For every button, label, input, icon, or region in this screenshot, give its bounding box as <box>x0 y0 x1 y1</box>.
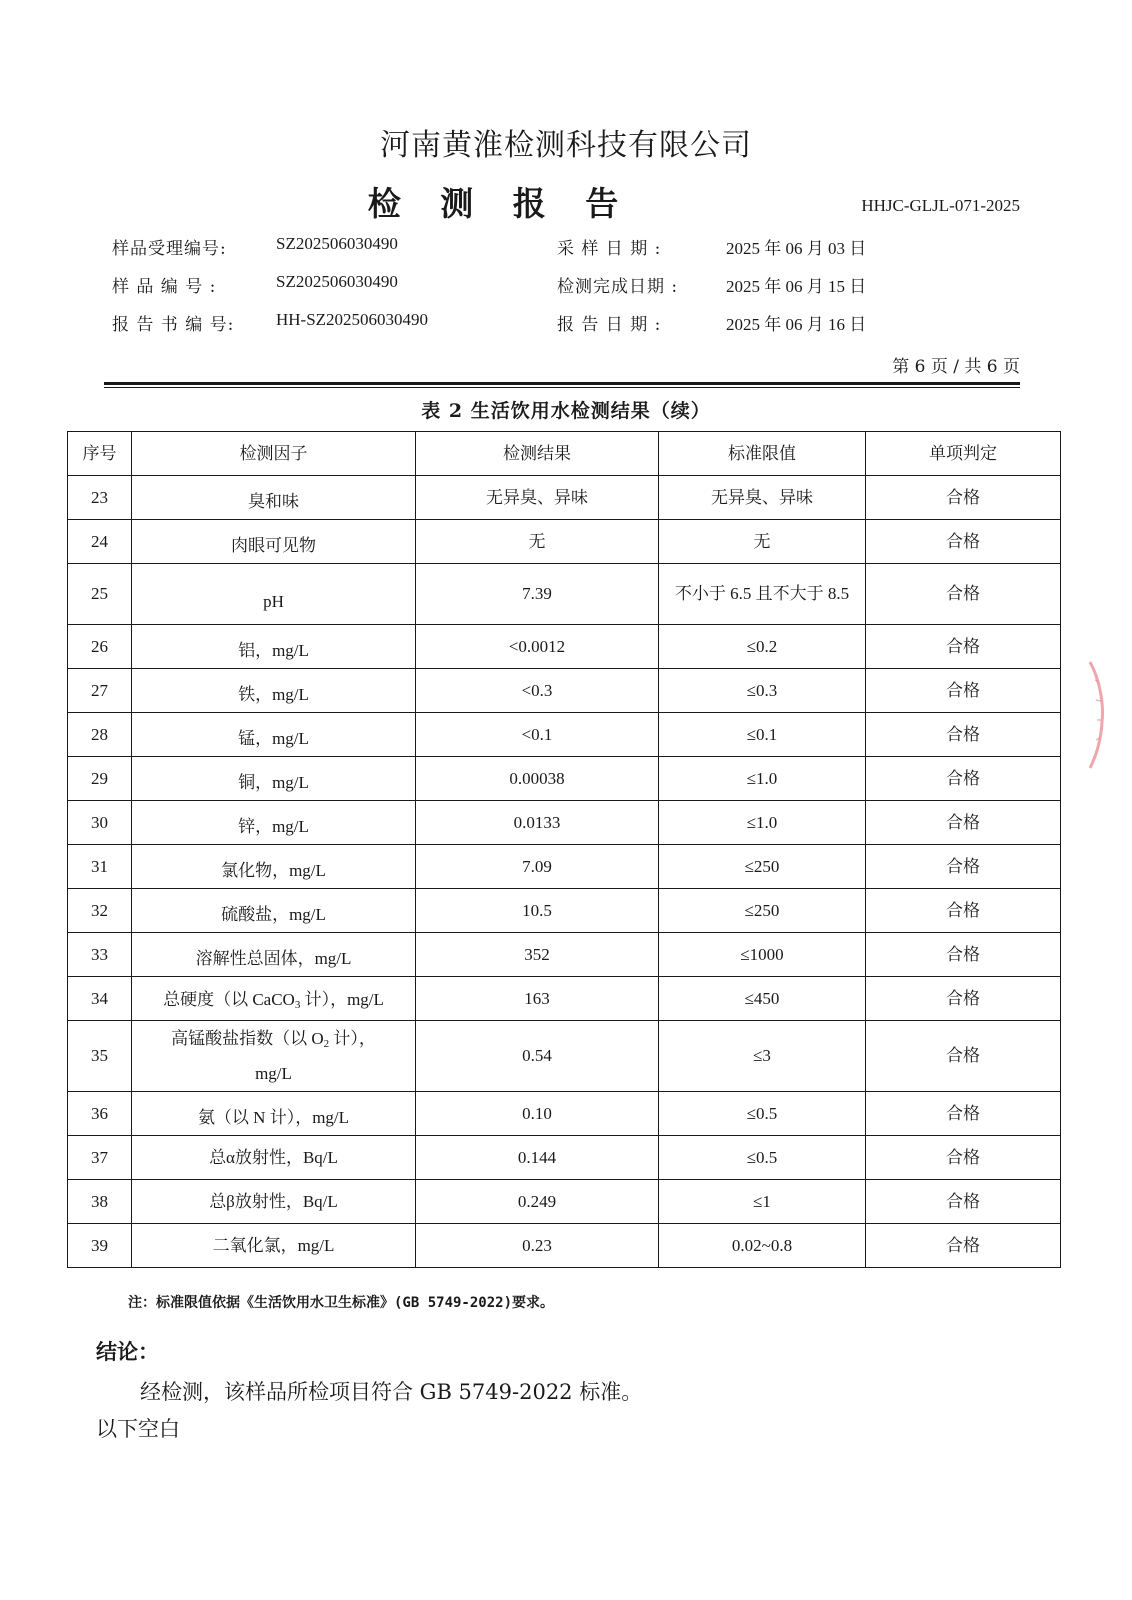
cell-judgment: 合格 <box>866 625 1061 669</box>
table-row <box>68 1136 1061 1180</box>
table-title: 表 2 生活饮用水检测结果（续） <box>421 400 711 422</box>
cell-limit: ≤3 <box>659 1021 866 1092</box>
conclusion-label: 结论： <box>96 1339 159 1364</box>
factor-text-post: 计），mg/L <box>255 1028 376 1083</box>
cell-result: 0.144 <box>416 1136 659 1180</box>
cell-no: 38 <box>68 1180 132 1224</box>
cell-limit: 无异臭、异味 <box>659 476 866 520</box>
cell-limit: ≤250 <box>659 889 866 933</box>
header-factor: 检测因子 <box>132 432 416 476</box>
cell-result: 7.39 <box>416 564 659 625</box>
cell-limit: ≤250 <box>659 845 866 889</box>
cell-factor <box>132 977 416 1021</box>
factor-text <box>154 1024 393 1089</box>
table-row <box>68 564 1061 625</box>
table-row <box>68 757 1061 801</box>
factor-text-post: 计），mg/L <box>300 990 384 1009</box>
cell-factor <box>132 801 416 845</box>
meta-label-acceptance-no: 样品受理编号: <box>112 239 227 259</box>
cell-result: <0.1 <box>416 713 659 757</box>
cell-factor <box>132 933 416 977</box>
factor-text: 锰，mg/L <box>238 728 309 748</box>
cell-factor <box>132 713 416 757</box>
cell-judgment: 合格 <box>866 1224 1061 1268</box>
cell-judgment: 合格 <box>866 757 1061 801</box>
cell-factor <box>132 757 416 801</box>
cell-factor <box>132 476 416 520</box>
cell-judgment: 合格 <box>866 520 1061 564</box>
cell-judgment: 合格 <box>866 669 1061 713</box>
cell-limit: 无 <box>659 520 866 564</box>
factor-text: 总β放射性，Bq/L <box>209 1191 338 1211</box>
meta-value-acceptance-no: SZ202506030490 <box>276 234 398 253</box>
table-row <box>68 713 1061 757</box>
cell-factor <box>132 1180 416 1224</box>
table-row <box>68 1180 1061 1224</box>
company-name: 河南黄淮检测科技有限公司 <box>380 128 752 163</box>
cell-judgment: 合格 <box>866 977 1061 1021</box>
cell-limit: ≤0.5 <box>659 1136 866 1180</box>
table-row <box>68 1021 1061 1092</box>
cell-result: 163 <box>416 977 659 1021</box>
cell-limit: ≤1.0 <box>659 757 866 801</box>
table-row <box>68 520 1061 564</box>
meta-label-sampling-date: 采 样 日 期 : <box>557 239 662 259</box>
cell-no: 32 <box>68 889 132 933</box>
cell-limit: ≤1000 <box>659 933 866 977</box>
cell-judgment: 合格 <box>866 564 1061 625</box>
cell-result: 0.00038 <box>416 757 659 801</box>
cell-judgment: 合格 <box>866 845 1061 889</box>
cell-judgment: 合格 <box>866 933 1061 977</box>
meta-label-completion-date: 检测完成日期 : <box>557 277 679 297</box>
cell-factor <box>132 1021 416 1092</box>
table-row <box>68 1092 1061 1136</box>
factor-text: 铝，mg/L <box>238 640 309 660</box>
cell-factor <box>132 669 416 713</box>
cell-result: 352 <box>416 933 659 977</box>
factor-text: 溶解性总固体，mg/L <box>195 948 352 968</box>
meta-value-report-date: 2025 年 06 月 16 日 <box>726 315 867 334</box>
cell-result: 无 <box>416 520 659 564</box>
cell-limit: ≤1.0 <box>659 801 866 845</box>
meta-label-sample-no: 样 品 编 号 : <box>112 277 217 297</box>
cell-result: 0.23 <box>416 1224 659 1268</box>
table-row <box>68 801 1061 845</box>
meta-value-sample-no: SZ202506030490 <box>276 272 398 291</box>
cell-no: 37 <box>68 1136 132 1180</box>
table-row <box>68 1224 1061 1268</box>
cell-result: 0.10 <box>416 1092 659 1136</box>
meta-label-report-date: 报 告 日 期 : <box>557 315 662 335</box>
factor-text-pre: 总硬度（以 CaCO <box>163 990 295 1009</box>
blank-below-text: 以下空白 <box>96 1417 180 1441</box>
page-number: 第 6 页 / 共 6 页 <box>892 357 1020 377</box>
cell-limit: 0.02~0.8 <box>659 1224 866 1268</box>
meta-label-report-no: 报 告 书 编 号: <box>112 315 235 335</box>
conclusion-text: 经检测，该样品所检项目符合 GB 5749-2022 标准。 <box>140 1380 643 1404</box>
header-no: 序号 <box>68 432 132 476</box>
cell-judgment: 合格 <box>866 801 1061 845</box>
cell-judgment: 合格 <box>866 1092 1061 1136</box>
cell-no: 30 <box>68 801 132 845</box>
cell-result: 0.0133 <box>416 801 659 845</box>
cell-factor <box>132 889 416 933</box>
standard-note: 注：标准限值依据《生活饮用水卫生标准》(GB 5749-2022)要求。 <box>128 1295 555 1311</box>
cell-no: 29 <box>68 757 132 801</box>
cell-result: 10.5 <box>416 889 659 933</box>
table-row <box>68 476 1061 520</box>
meta-value-report-no: HH-SZ202506030490 <box>276 310 429 329</box>
factor-text: 硫酸盐，mg/L <box>221 904 326 924</box>
cell-limit: ≤0.3 <box>659 669 866 713</box>
cell-no: 28 <box>68 713 132 757</box>
cell-result: 无异臭、异味 <box>416 476 659 520</box>
table-row <box>68 933 1061 977</box>
cell-no: 35 <box>68 1021 132 1092</box>
header-judgment: 单项判定 <box>866 432 1061 476</box>
table-row <box>68 889 1061 933</box>
report-title: 检 测 报 告 <box>367 184 633 223</box>
cell-result: <0.0012 <box>416 625 659 669</box>
cell-factor <box>132 1092 416 1136</box>
table-header-row <box>68 432 1061 476</box>
header-limit: 标准限值 <box>659 432 866 476</box>
results-table <box>67 431 1061 1268</box>
factor-text: 铁，mg/L <box>238 684 309 704</box>
factor-text-pre: 高锰酸盐指数（以 O <box>171 1028 324 1048</box>
header-divider <box>104 382 1020 388</box>
cell-limit: ≤450 <box>659 977 866 1021</box>
cell-no: 39 <box>68 1224 132 1268</box>
header-result: 检测结果 <box>416 432 659 476</box>
report-code: HHJC-GLJL-071-2025 <box>861 196 1020 215</box>
table-row <box>68 845 1061 889</box>
cell-result: 7.09 <box>416 845 659 889</box>
cell-no: 36 <box>68 1092 132 1136</box>
cell-judgment: 合格 <box>866 1180 1061 1224</box>
cell-no: 24 <box>68 520 132 564</box>
factor-text <box>138 985 409 1020</box>
cell-factor <box>132 564 416 625</box>
factor-text: 二氧化氯，mg/L <box>212 1235 335 1255</box>
table-row <box>68 669 1061 713</box>
cell-factor <box>132 845 416 889</box>
cell-result: 0.249 <box>416 1180 659 1224</box>
factor-text: 臭和味 <box>248 491 299 511</box>
cell-factor <box>132 520 416 564</box>
table-row <box>68 625 1061 669</box>
factor-text: 铜，mg/L <box>238 772 309 792</box>
factor-text: pH <box>263 592 284 611</box>
cell-result: <0.3 <box>416 669 659 713</box>
seal-stamp-edge <box>1086 660 1108 770</box>
cell-limit: 不小于 6.5 且不大于 8.5 <box>659 564 866 625</box>
factor-text: 氯化物，mg/L <box>221 860 326 880</box>
factor-subscript: 3 <box>294 999 301 1011</box>
factor-text: 氨（以 N 计），mg/L <box>197 1107 350 1127</box>
cell-judgment: 合格 <box>866 1136 1061 1180</box>
cell-judgment: 合格 <box>866 476 1061 520</box>
cell-judgment: 合格 <box>866 713 1061 757</box>
cell-judgment: 合格 <box>866 1021 1061 1092</box>
cell-limit: ≤0.1 <box>659 713 866 757</box>
cell-no: 31 <box>68 845 132 889</box>
cell-no: 26 <box>68 625 132 669</box>
factor-text: 锌，mg/L <box>238 816 309 836</box>
cell-factor <box>132 1224 416 1268</box>
cell-no: 27 <box>68 669 132 713</box>
cell-result: 0.54 <box>416 1021 659 1092</box>
cell-factor <box>132 625 416 669</box>
meta-value-completion-date: 2025 年 06 月 15 日 <box>726 277 867 296</box>
factor-text: 肉眼可见物 <box>231 535 316 555</box>
cell-limit: ≤0.5 <box>659 1092 866 1136</box>
cell-no: 23 <box>68 476 132 520</box>
factor-text: 总α放射性，Bq/L <box>209 1147 338 1167</box>
cell-judgment: 合格 <box>866 889 1061 933</box>
factor-subscript: 2 <box>323 1037 330 1050</box>
cell-no: 33 <box>68 933 132 977</box>
cell-limit: ≤0.2 <box>659 625 866 669</box>
cell-limit: ≤1 <box>659 1180 866 1224</box>
table-row <box>68 977 1061 1021</box>
cell-no: 25 <box>68 564 132 625</box>
meta-value-sampling-date: 2025 年 06 月 03 日 <box>726 239 867 258</box>
cell-no: 34 <box>68 977 132 1021</box>
cell-factor <box>132 1136 416 1180</box>
